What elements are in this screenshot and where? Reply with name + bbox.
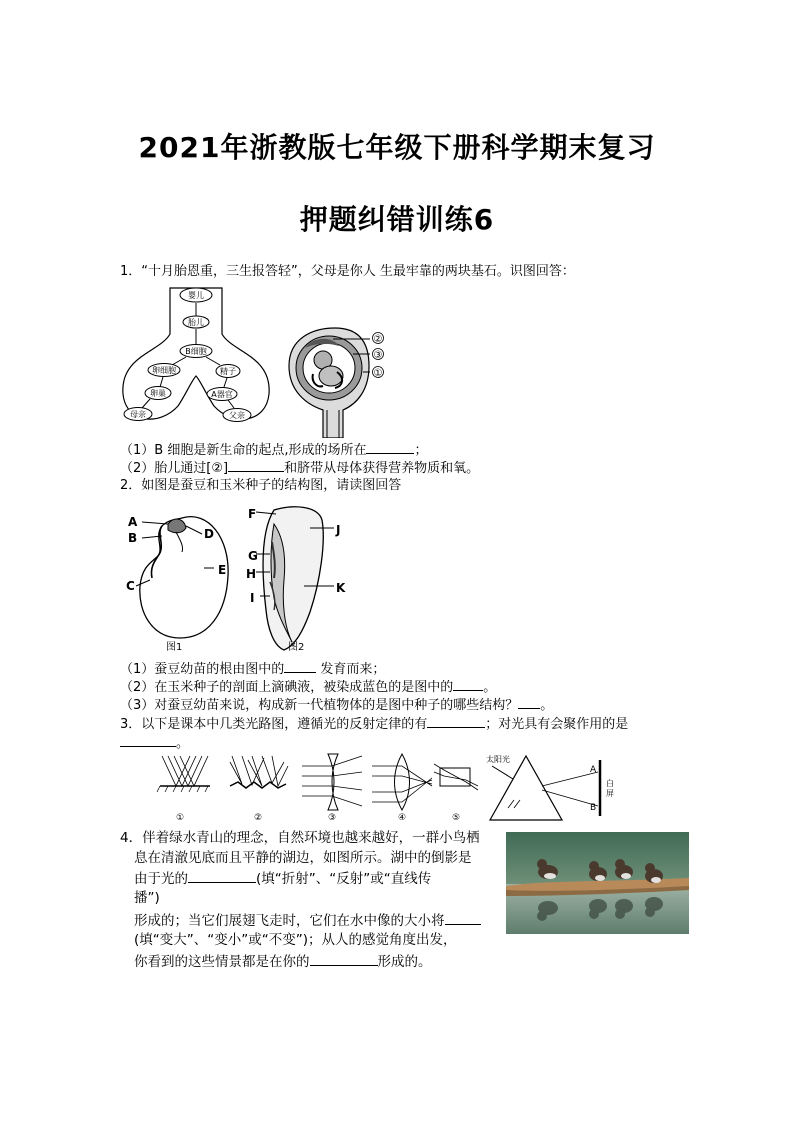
corn-label-j: J (336, 523, 341, 537)
light-path-1 (157, 756, 210, 823)
q2-sub3 (120, 695, 553, 715)
q3-blank-reflection[interactable] (427, 714, 485, 728)
q1-sub2-end: 和脐带从母体获得营养物质和氧。 (284, 461, 480, 476)
screen-label-screen: 屏 (606, 789, 614, 798)
flow-a-organ: A器官 (211, 390, 233, 399)
flow-mother: 母亲 (130, 410, 146, 419)
q4-line7-end: 形成的。 (377, 954, 432, 970)
fig-num-4: ④ (398, 813, 407, 823)
bean-label-d: D (204, 527, 214, 541)
q2-sub3-end: 。 (540, 698, 554, 713)
q4-line3 (134, 869, 431, 888)
uterus-label-3: ③ (373, 350, 383, 361)
birds-reflection-photo (506, 832, 689, 934)
screen-label-a: A (590, 765, 597, 775)
page-title: 2021年浙教版七年级下册科学期末复习 (138, 131, 656, 164)
q3-stem-line2 (120, 733, 189, 753)
q1-sub2 (120, 458, 479, 478)
reproduction-flow-diagram (120, 284, 272, 430)
q3-stem-line1 (120, 714, 628, 734)
q3-stem-text-2: ；对光具有会聚作用的是 (485, 717, 629, 732)
q4-blank-size[interactable] (445, 911, 481, 925)
q2-sub1-text: （1）蚕豆幼苗的根由图中的 (120, 662, 285, 677)
q4-blank-optics[interactable] (188, 869, 256, 883)
q4-line3-text: 由于光的 (134, 871, 188, 887)
q2-sub3-text: （3）对蚕豆幼苗来说，构成新一代植物体的是图中种子的哪些结构？ (120, 698, 519, 713)
corn-label-g: G (248, 549, 258, 563)
q2-sub2-end: 。 (483, 680, 497, 695)
uterus-label-2: ② (373, 334, 383, 345)
q1-sub1-blank[interactable] (366, 440, 414, 454)
fig-num-2: ② (254, 813, 263, 823)
q2-sub1-end: 发育而来； (316, 662, 386, 677)
screen-label-b: B (590, 803, 597, 813)
fig-num-1: ① (176, 813, 185, 823)
prism-dispersion (486, 754, 614, 820)
q1-sub2-blank[interactable] (228, 458, 284, 472)
seed-structure-diagram (124, 502, 354, 658)
fig1-caption: 图1 (166, 642, 183, 653)
q1-sub1-text: （1）B 细胞是新生命的起点,形成的场所在 (120, 443, 367, 458)
corn-label-i: I (250, 591, 255, 605)
fig2-caption: 图2 (288, 642, 305, 653)
flow-father: 父亲 (229, 411, 245, 420)
light-path-5 (434, 764, 478, 823)
q4-line6: (填“变大”、“变小”或“不变”)；从人的感觉角度出发， (134, 932, 457, 948)
q1-sub2-text: （2）胎儿通过[②] (120, 461, 229, 476)
q2-sub2-blank[interactable] (453, 677, 483, 691)
q1-sub1-end: ； (414, 443, 428, 458)
q2-sub2-text: （2）在玉米种子的剖面上滴碘液，被染成蓝色的是图中的 (120, 680, 454, 695)
page-subtitle: 押题纠错训练6 (299, 203, 495, 236)
flow-fetus: 胎儿 (188, 318, 204, 327)
flow-ovary: 卵巢 (150, 389, 166, 398)
q4-line4: 播”) (134, 890, 160, 906)
q4-line5 (134, 911, 481, 930)
q3-stem-end: 。 (176, 736, 190, 751)
q4-line3-options: (填“折射”、“反射”或“直线传 (256, 871, 432, 887)
q3-blank-converging[interactable] (120, 733, 176, 747)
q2-sub2 (120, 677, 496, 697)
bean-label-e: E (218, 563, 227, 577)
corn-label-f: F (248, 507, 257, 521)
q1-stem: 1．“十月胎恩重，三生报答轻”，父母是你人 生最牢靠的两块基石。识图回答： (120, 264, 575, 279)
flow-b-cell: B细胞 (185, 347, 207, 356)
bean-label-a: A (128, 515, 138, 529)
q2-sub1-blank[interactable] (284, 659, 316, 673)
bean-label-b: B (128, 531, 138, 545)
corn-label-k: K (336, 581, 346, 595)
q4-line7-text: 你看到的这些情景都是在你的 (134, 954, 310, 970)
screen-label-white: 白 (606, 779, 614, 788)
fig-num-3: ③ (328, 813, 337, 823)
q4-line5-text: 形成的；当它们展翅飞走时，它们在水中像的大小将 (134, 913, 445, 929)
corn-label-h: H (246, 567, 257, 581)
q4-blank-brain[interactable] (310, 952, 378, 966)
q4-line2: 息在清澈见底而且平静的湖边，如图所示。湖中的倒影是 (134, 850, 472, 866)
q2-stem: 2．如图是蚕豆和玉米种子的结构图，请读图回答 (120, 478, 402, 493)
fig-num-5: ⑤ (452, 813, 461, 823)
q2-sub3-blank[interactable] (518, 695, 540, 709)
light-path-3 (302, 754, 362, 823)
q1-sub1 (120, 440, 427, 460)
q3-stem-text: 3．以下是课本中几类光路图，遵循光的反射定律的有 (120, 717, 428, 732)
light-path-diagrams (156, 752, 624, 824)
light-path-2 (230, 756, 288, 823)
uterus-fetus-diagram (283, 326, 389, 438)
uterus-label-1: ① (373, 368, 383, 379)
q4-line1: 4．伴着绿水青山的理念，自然环境也越来越好，一群小鸟栖 (120, 830, 480, 846)
bean-label-c: C (126, 579, 135, 593)
flow-baby: 婴儿 (188, 291, 204, 300)
light-path-4 (372, 754, 432, 823)
flow-sperm: 精子 (220, 367, 236, 376)
sunlight-label: 太阳光 (486, 755, 510, 764)
q2-sub1 (120, 659, 385, 679)
q4-line7 (134, 952, 432, 971)
flow-egg-cell: 卵细胞 (152, 366, 176, 375)
